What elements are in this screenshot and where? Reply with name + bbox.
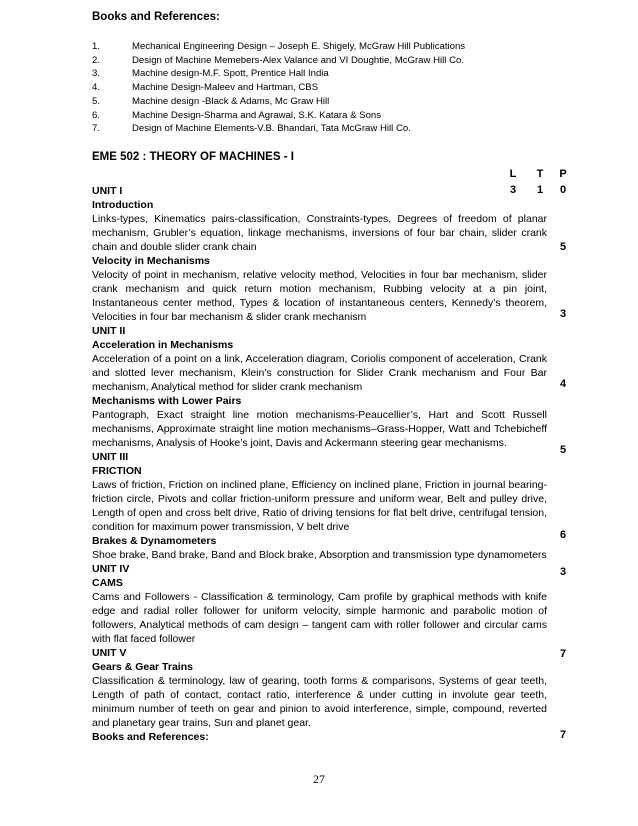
ltp-label-l: L bbox=[509, 168, 517, 180]
section-text: Shoe brake, Band brake, Band and Block brake, Absorption and transmission type dynamometers bbox=[92, 549, 547, 561]
section-text: Cams and Followers - Classification & terminology, Cam profile by graphical methods with knife edge and radial roller follower for uniform velocity, simple harmonic and parabolic motion of followers, Analytical methods of cam design – tangent cam with roller follower and circular cams with flat faced follower bbox=[92, 591, 547, 645]
reference-number: 1. bbox=[92, 41, 101, 52]
reference-item bbox=[92, 95, 532, 109]
reference-number: 2. bbox=[92, 54, 101, 66]
hours-value: 5 bbox=[559, 444, 567, 456]
references-heading: Books and References: bbox=[92, 731, 209, 743]
hours-value: 7 bbox=[559, 729, 567, 741]
reference-item bbox=[92, 54, 532, 68]
hours-value: 5 bbox=[559, 241, 567, 253]
reference-text: Machine Design-Sharma and Agrawal, S.K. Katara & Sons bbox=[132, 109, 382, 121]
reference-text: Mechanical Engineering Design – Joseph E. Shigely, McGraw Hill Publications bbox=[132, 41, 466, 52]
syllabus-content bbox=[92, 184, 547, 744]
reference-text: Design of Machine Elements-V.B. Bhandari, Tata McGraw Hill Co. bbox=[132, 123, 411, 135]
reference-number: 7. bbox=[92, 123, 101, 135]
hours-value: 6 bbox=[559, 529, 567, 541]
ltp-value-t: 1 bbox=[536, 184, 544, 196]
page-number: 27 bbox=[313, 772, 325, 786]
section-heading: Acceleration in Mechanisms bbox=[92, 339, 234, 351]
ltp-label-p: P bbox=[559, 168, 567, 180]
reference-text: Design of Machine Memebers-Alex Valance and VI Doughtie, McGraw Hill Co. bbox=[132, 54, 465, 66]
section-heading: FRICTION bbox=[92, 465, 142, 477]
unit-label: UNIT V bbox=[92, 647, 127, 659]
course-title: EME 502 : THEORY OF MACHINES - I bbox=[92, 151, 294, 163]
reference-text: Machine Design-Maleev and Hartman, CBS bbox=[132, 82, 319, 94]
reference-item bbox=[92, 67, 532, 81]
reference-item bbox=[92, 109, 532, 123]
section-heading: Mechanisms with Lower Pairs bbox=[92, 395, 242, 407]
section-heading: Brakes & Dynamometers bbox=[92, 535, 217, 547]
unit-label: UNIT II bbox=[92, 325, 126, 337]
reference-item bbox=[92, 122, 532, 136]
references-list bbox=[92, 40, 532, 136]
references-heading: Books and References: bbox=[92, 11, 220, 23]
reference-number: 3. bbox=[92, 68, 101, 80]
ltp-value-l: 3 bbox=[509, 184, 517, 196]
hours-value: 7 bbox=[559, 648, 567, 660]
section-heading: Gears & Gear Trains bbox=[92, 661, 193, 673]
section-text: Links-types, Kinematics pairs-classification, Constraints-types, Degrees of freedom of planar mechanism, Grubler’s equation, linkage mechanisms, inversions of four bar chain, slider crank chain and double slider crank chain bbox=[92, 213, 547, 253]
section-heading: Introduction bbox=[92, 199, 154, 211]
ltp-value-p: 0 bbox=[559, 184, 567, 196]
section-text: Acceleration of a point on a link, Acceleration diagram, Coriolis component of acceleration, Crank and slotted lever mechanism, Klein’s construction for Slider Crank mechanism and Four Bar mechanism, Analytical method for slider crank mechanism bbox=[92, 353, 547, 393]
unit-label: UNIT I bbox=[92, 185, 123, 197]
section-text: Laws of friction, Friction on inclined plane, Efficiency on inclined plane, Friction in journal bearing-friction circle, Pivots and collar friction-uniform pressure and uniform wear, Belt and pulley drive, Length of open and cross belt drive, Ratio of driving tensions for flat belt drive, centrifugal tension, condition for maximum power transmission, V belt drive bbox=[92, 479, 547, 533]
unit-label: UNIT III bbox=[92, 451, 129, 463]
ltp-label-t: T bbox=[536, 168, 544, 180]
reference-number: 4. bbox=[92, 82, 101, 94]
unit-label: UNIT IV bbox=[92, 563, 130, 575]
hours-value: 4 bbox=[559, 378, 567, 390]
ltp-column-p bbox=[556, 166, 570, 198]
reference-item bbox=[92, 40, 532, 54]
hours-value: 3 bbox=[559, 308, 567, 320]
section-text: Pantograph, Exact straight line motion mechanisms-Peaucellier’s, Hart and Scott Russell mechanisms, Approximate straight line motion mechanisms–Grass-Hopper, Watt and Tchebicheff mechanisms, Analysis of Hooke’s joint, Davis and Ackermann steering gear mechanisms. bbox=[92, 409, 547, 449]
section-text: Classification & terminology, law of gearing, tooth forms & comparisons, Systems of gear teeth, Length of path of contact, contact ratio, interference & under cutting in involute gear teeth, minimum number of teeth on gear and pinion to avoid interference, simple, compound, reverted and planetary gear trains, Sun and planet gear. bbox=[92, 675, 547, 729]
reference-number: 5. bbox=[92, 95, 101, 107]
reference-text: Machine design -Black & Adams, Mc Graw Hill bbox=[132, 95, 330, 107]
reference-text: Machine design-M.F. Spott, Prentice Hall India bbox=[132, 68, 329, 80]
hours-value: 3 bbox=[559, 566, 567, 578]
reference-number: 6. bbox=[92, 109, 101, 121]
section-text: Velocity of point in mechanism, relative velocity method, Velocities in four bar mechanism, slider crank mechanism and quick return motion mechanism, Rubbing velocity at a pin joint, Instantaneous center method, Types & location of instantaneous centers, Kennedy’s theorem, Velocities in four bar mechanism & slider crank mechanism bbox=[92, 269, 547, 323]
section-heading: CAMS bbox=[92, 577, 123, 589]
reference-item bbox=[92, 81, 532, 95]
section-heading: Velocity in Mechanisms bbox=[92, 255, 210, 267]
